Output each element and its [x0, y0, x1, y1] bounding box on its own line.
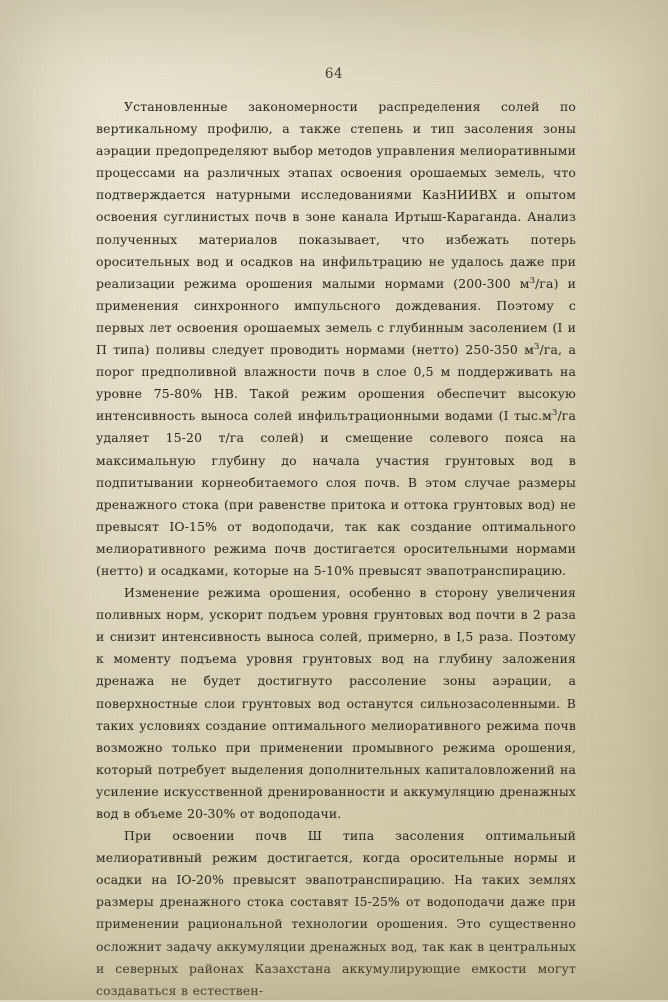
body-text — [96, 96, 576, 1002]
paragraph-2: Изменение режима орошения, особенно в сторону увеличения поливных норм, ускорит подъем уровня грунтовых вод почти в 2 раза и снизит интенсивность выноса солей, примерно, в I,5 раза. Поэтому к моменту подъема уровня грунтовых вод на глубину заложения дренажа не будет достигнуто рассоление зоны аэрации, а поверхностные слои грунтовых вод останутся сильнозасоленными. В таких условиях создание оптимального мелиоративного режима почв возможно только при применении промывного режима орошения, который потребует выделения дополнительных капиталовложений на усиление искусственной дренированности и аккумуляцию дренажных вод в объеме 20-30% от водоподачи. — [96, 585, 576, 821]
page-number: 64 — [324, 66, 344, 82]
paragraph-3: При освоении почв Ш типа засоления оптимальный мелиоративный режим достигается, когда оросительные нормы и осадки на IО-20% превысят эвапотранспирацию. На таких землях размеры дренажного стока составят I5-25% от водоподачи даже при применении рациональной технологии орошения. Это существенно осложнит задачу аккумуляции дренажных вод, так как в центральных и северных районах Казахстана аккумулирующие емкости могут создаваться в естествен- — [96, 828, 576, 998]
paragraph-1: Установленные закономерности распределения солей по вертикальному профилю, а также степень и тип засоления зоны аэрации предопределяют выбор методов управления мелиоративными процессами на различных этапах освоения орошаемых земель, что подтверждается натурными исследованиями КазНИИВХ и опытом освоения суглинистых почв в зоне канала Иртыш-Караганда. Анализ полученных материалов показывает, что избежать потерь оросительных вод и осадков на инфильтрацию не удалось даже при реализации режима орошения малыми нормами (200-300 $м^3/га$) и применения синхронного импульсного дождевания. Поэтому с первых лет освоения орошаемых земель с глубинным засолением (I и П типа) поливы следует проводить нормами (нетто) 250-350 $м^3/га$, а порог предполивной влажности почв в слое 0,5 м поддерживать на уровне 75-80% НВ. Такой режим орошения обеспечит высокую интенсивность выноса солей инфильтрационными водами (I $тыс.м^3/га$ удаляет 15-20 т/га солей) и смещение солевого пояса на максимальную глубину до начала участия грунтовых вод в подпитывании корнеобитаемого слоя почв. В этом случае размеры дренажного стока (при равенстве притока и оттока грунтовых вод) не превысят IО-15% от водоподачи, так как создание оптимального мелиоративного режима почв достигается оросительными нормами (нетто) и осадками, которые на 5-10% превысят эвапотранспирацию. — [96, 99, 576, 578]
